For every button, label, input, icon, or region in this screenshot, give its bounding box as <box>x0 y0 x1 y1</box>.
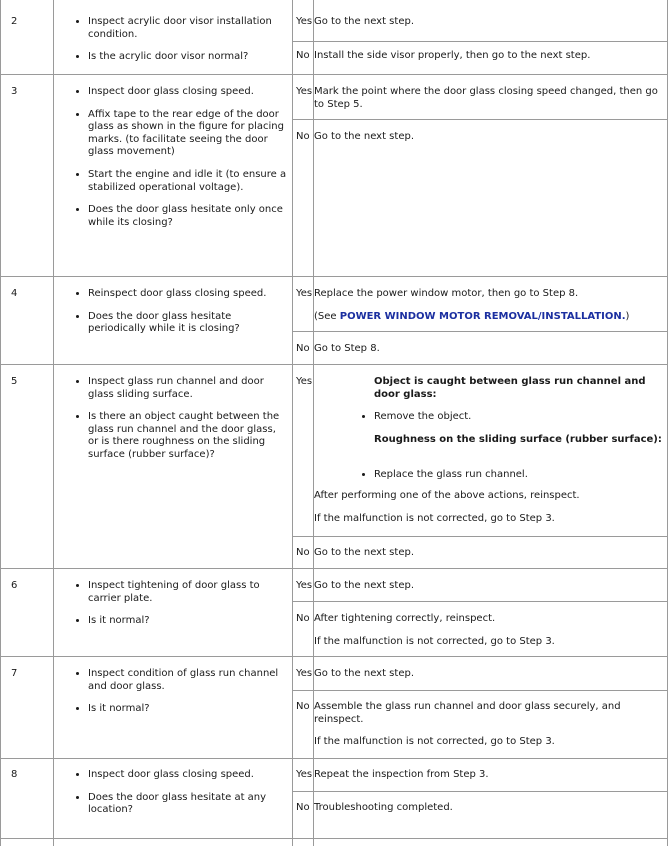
yes-no-divider <box>292 690 668 691</box>
sub-case-item: • Replace the glass run channel. <box>374 469 670 482</box>
no-label: No <box>296 131 310 142</box>
yes-action <box>314 16 666 29</box>
sub-case-heading: Roughness on the sliding surface (rubber surface): <box>374 434 662 445</box>
sub-case-list <box>356 469 670 482</box>
sub-case-heading: Object is caught between glass run channel and door glass: <box>374 376 646 400</box>
check-list <box>70 668 288 726</box>
step-number: 8 <box>11 769 18 780</box>
yes-action <box>314 668 666 681</box>
no-action <box>314 802 666 815</box>
yes-no-divider <box>292 601 668 602</box>
sub-case-item: • Remove the object. <box>374 411 670 424</box>
step-number: 3 <box>11 86 18 97</box>
no-label: No <box>296 343 310 354</box>
check-item: • Is there an object caught between the glass run channel and the door glass, or is there roughness on the sliding surface (rubber surface)? <box>88 411 288 461</box>
no-action <box>314 131 666 144</box>
row-divider <box>0 74 668 75</box>
check-item: • Inspect door glass closing speed. <box>88 769 288 782</box>
yes-no-divider <box>292 41 668 42</box>
check-item: • Does the door glass hesitate at any location? <box>88 792 288 817</box>
yes-label: Yes <box>296 86 313 97</box>
step-number: 7 <box>11 668 18 679</box>
no-action <box>314 50 666 63</box>
yes-no-divider <box>292 119 668 120</box>
row-divider <box>0 276 668 277</box>
no-label: No <box>296 701 310 712</box>
step-number: 2 <box>11 16 18 27</box>
check-item: • Reinspect door glass closing speed. <box>88 288 288 301</box>
yes-no-divider <box>292 791 668 792</box>
check-item: • Inspect acrylic door visor installation condition. <box>88 16 288 41</box>
yes-no-divider <box>292 536 668 537</box>
yes-label: Yes <box>296 16 313 27</box>
yes-label: Yes <box>296 376 313 387</box>
action-text: Go to Step 8. <box>314 343 380 354</box>
row-divider <box>0 568 668 569</box>
action-text: Go to the next step. <box>314 580 414 591</box>
action-text: If the malfunction is not corrected, go to Step 3. <box>314 736 555 748</box>
check-item: • Inspect glass run channel and door glass sliding surface. <box>88 376 288 401</box>
yes-action <box>314 86 666 111</box>
check-item: • Inspect tightening of door glass to carrier plate. <box>88 580 288 605</box>
sub-case-roughness <box>374 434 664 447</box>
yes-label: Yes <box>296 769 313 780</box>
action-text: Go to the next step. <box>314 668 414 679</box>
no-action <box>314 701 666 749</box>
sub-case-object <box>374 376 664 401</box>
action-text: Mark the point where the door glass closing speed changed, then go to Step 5. <box>314 86 658 110</box>
check-item: • Does the door glass hesitate only once while its closing? <box>88 204 288 229</box>
step-number: 5 <box>11 376 18 387</box>
no-label: No <box>296 613 310 624</box>
check-item: • Does the door glass hesitate periodically while it is closing? <box>88 311 288 336</box>
action-text: Install the side visor properly, then go to the next step. <box>314 50 591 61</box>
check-item: • Inspect door glass closing speed. <box>88 86 288 99</box>
check-list <box>70 376 288 472</box>
no-label: No <box>296 50 310 61</box>
action-text: If the malfunction is not corrected, go to Step 3. <box>314 512 555 524</box>
no-action <box>314 343 666 356</box>
action-text: Go to the next step. <box>314 16 414 27</box>
reference-line <box>314 311 666 324</box>
sub-case-list <box>356 411 670 424</box>
check-item: • Affix tape to the rear edge of the door glass as shown in the figure for placing marks. (to facilitate seeing the door glass movement) <box>88 109 288 159</box>
action-text: Go to the next step. <box>314 547 414 558</box>
yes-action <box>314 288 666 323</box>
step-number: 6 <box>11 580 18 591</box>
no-action <box>314 547 666 560</box>
yes-action <box>314 580 666 593</box>
check-item: • Start the engine and idle it (to ensure a stabilized operational voltage). <box>88 169 288 194</box>
row-divider <box>0 364 668 365</box>
check-list <box>70 86 288 239</box>
yes-label: Yes <box>296 580 313 591</box>
yes-no-divider <box>292 331 668 332</box>
action-text: Replace the power window motor, then go to Step 8. <box>314 288 579 299</box>
no-label: No <box>296 547 310 558</box>
check-list <box>70 16 288 74</box>
check-item: • Is it normal? <box>88 703 288 716</box>
action-text: Repeat the inspection from Step 3. <box>314 769 489 780</box>
row-divider <box>0 758 668 759</box>
action-text: Assemble the glass run channel and door glass securely, and reinspect. <box>314 701 621 725</box>
table-border-bottom <box>0 838 668 839</box>
row-divider <box>0 656 668 657</box>
check-list <box>70 769 288 827</box>
action-text: After tightening correctly, reinspect. <box>314 613 496 624</box>
check-item: • Is it normal? <box>88 615 288 628</box>
action-text: Go to the next step. <box>314 131 414 142</box>
no-label: No <box>296 802 310 813</box>
column-divider <box>292 0 293 846</box>
step-number: 4 <box>11 288 18 299</box>
power-window-motor-link[interactable]: POWER WINDOW MOTOR REMOVAL/INSTALLATION. <box>339 310 626 322</box>
action-text: Troubleshooting completed. <box>314 802 453 813</box>
check-list <box>70 580 288 638</box>
column-divider <box>53 0 54 846</box>
check-item: • Is the acrylic door visor normal? <box>88 51 288 64</box>
action-text: After performing one of the above actions, reinspect. <box>314 490 580 501</box>
table-border-left <box>0 0 1 846</box>
yes-action <box>314 490 666 525</box>
check-list <box>70 288 288 346</box>
check-item: • Inspect condition of glass run channel and door glass. <box>88 668 288 693</box>
reference-prefix: (See <box>314 310 340 322</box>
yes-label: Yes <box>296 288 313 299</box>
yes-label: Yes <box>296 668 313 679</box>
yes-action <box>314 769 666 782</box>
no-action <box>314 613 666 648</box>
reference-suffix: ) <box>625 310 630 322</box>
action-text: If the malfunction is not corrected, go to Step 3. <box>314 635 555 647</box>
